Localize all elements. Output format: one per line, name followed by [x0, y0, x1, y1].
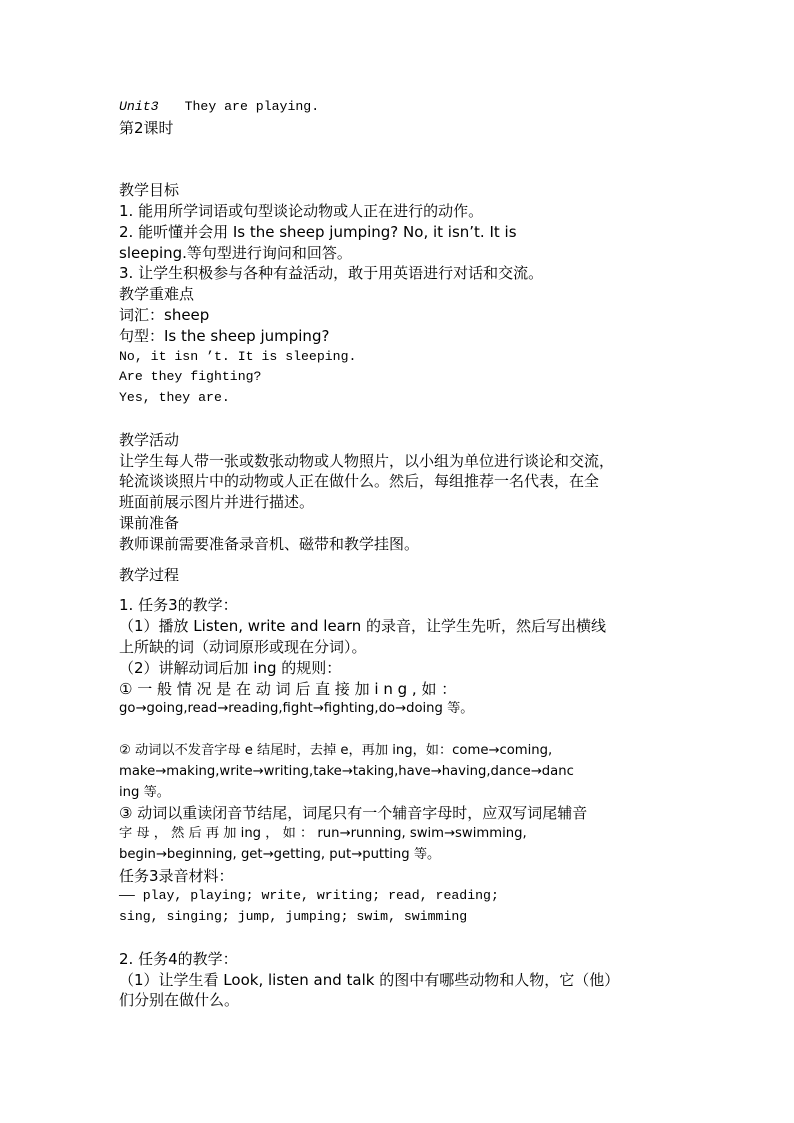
rule3-line: begin→beginning, get→getting, put→putting 等。	[119, 846, 441, 862]
document-page	[119, 96, 679, 1011]
material-line: sing, singing; jump, jumping; swim, swimming	[119, 909, 468, 925]
unit-title-line	[119, 96, 679, 118]
keypoint-line: 词汇：sheep	[119, 305, 210, 324]
keypoint-line: Are they fighting?	[119, 369, 262, 385]
task3-title: 1. 任务3的教学：	[119, 596, 238, 615]
material-title: 任务3录音材料：	[119, 866, 234, 885]
objective-line: 2. 能听懂并会用 Is the sheep jumping? No, it isn’t. It is	[119, 222, 517, 241]
rule2-line: ② 动词以不发音字母 e 结尾时，去掉 e，再加 ing，如：come→coming,	[119, 742, 553, 758]
preparation-heading: 课前准备	[119, 513, 180, 532]
activities-line: 轮流谈谈照片中的动物或人正在做什么。然后，每组推荐一名代表，在全	[119, 472, 600, 491]
activities-heading: 教学活动	[119, 430, 180, 449]
objective-line: 1. 能用所学词语或句型谈论动物或人正在进行的动作。	[119, 201, 484, 220]
task3-line: go→going,read→reading,fight→fighting,do→doing 等。	[119, 701, 474, 717]
objective-line: 3. 让学生积极参与各种有益活动，敢于用英语进行对话和交流。	[119, 264, 544, 283]
keypoint-line: No, it isn ’t. It is sleeping.	[119, 348, 357, 364]
activities-line: 班面前展示图片并进行描述。	[119, 493, 315, 512]
unit-title: They are playing.	[184, 99, 320, 114]
material-line: —— play, playing; write, writing; read, reading;	[119, 888, 499, 904]
process-heading: 教学过程	[119, 565, 180, 584]
lesson-label: 第2课时	[119, 118, 174, 137]
keypoints-heading: 教学重难点	[119, 285, 195, 304]
task3-line: 上所缺的词（动词原形或现在分词）。	[119, 637, 367, 656]
rule2-line: make→making,write→writing,take→taking,have→having,dance→danc	[119, 763, 574, 779]
task3-line: （1）播放 Listen, write and learn 的录音，让学生先听，然后写出横线	[119, 617, 607, 636]
unit-label: Unit3	[119, 99, 159, 114]
objectives-heading: 教学目标	[119, 181, 180, 200]
task3-line: （2）讲解动词后加 ing 的规则：	[119, 658, 342, 677]
keypoint-line: Yes, they are.	[119, 390, 230, 406]
rule2-line: ing 等。	[119, 784, 170, 800]
keypoint-line: 句型：Is the sheep jumping?	[119, 326, 330, 345]
task4-line: （1）让学生看 Look, listen and talk 的图中有哪些动物和人物，它（他）	[119, 970, 620, 989]
task4-title: 2. 任务4的教学：	[119, 949, 238, 968]
preparation-text: 教师课前需要准备录音机、磁带和教学挂图。	[119, 534, 420, 553]
rule3-line: ③ 动词以重读闭音节结尾，词尾只有一个辅音字母时，应双写词尾辅音	[119, 804, 588, 823]
task3-line: ① 一 般 情 况 是 在 动 词 后 直 接 加 i n g , 如 ：	[119, 679, 457, 698]
rule3-line: 字 母 ， 然 后 再 加 ing ， 如 ： run→running, swim→swimming,	[119, 826, 527, 842]
task4-line: 们分别在做什么。	[119, 991, 240, 1010]
objective-line: sleeping.等句型进行询问和回答。	[119, 243, 352, 262]
activities-line: 让学生每人带一张或数张动物或人物照片，以小组为单位进行谈论和交流，	[119, 451, 615, 470]
